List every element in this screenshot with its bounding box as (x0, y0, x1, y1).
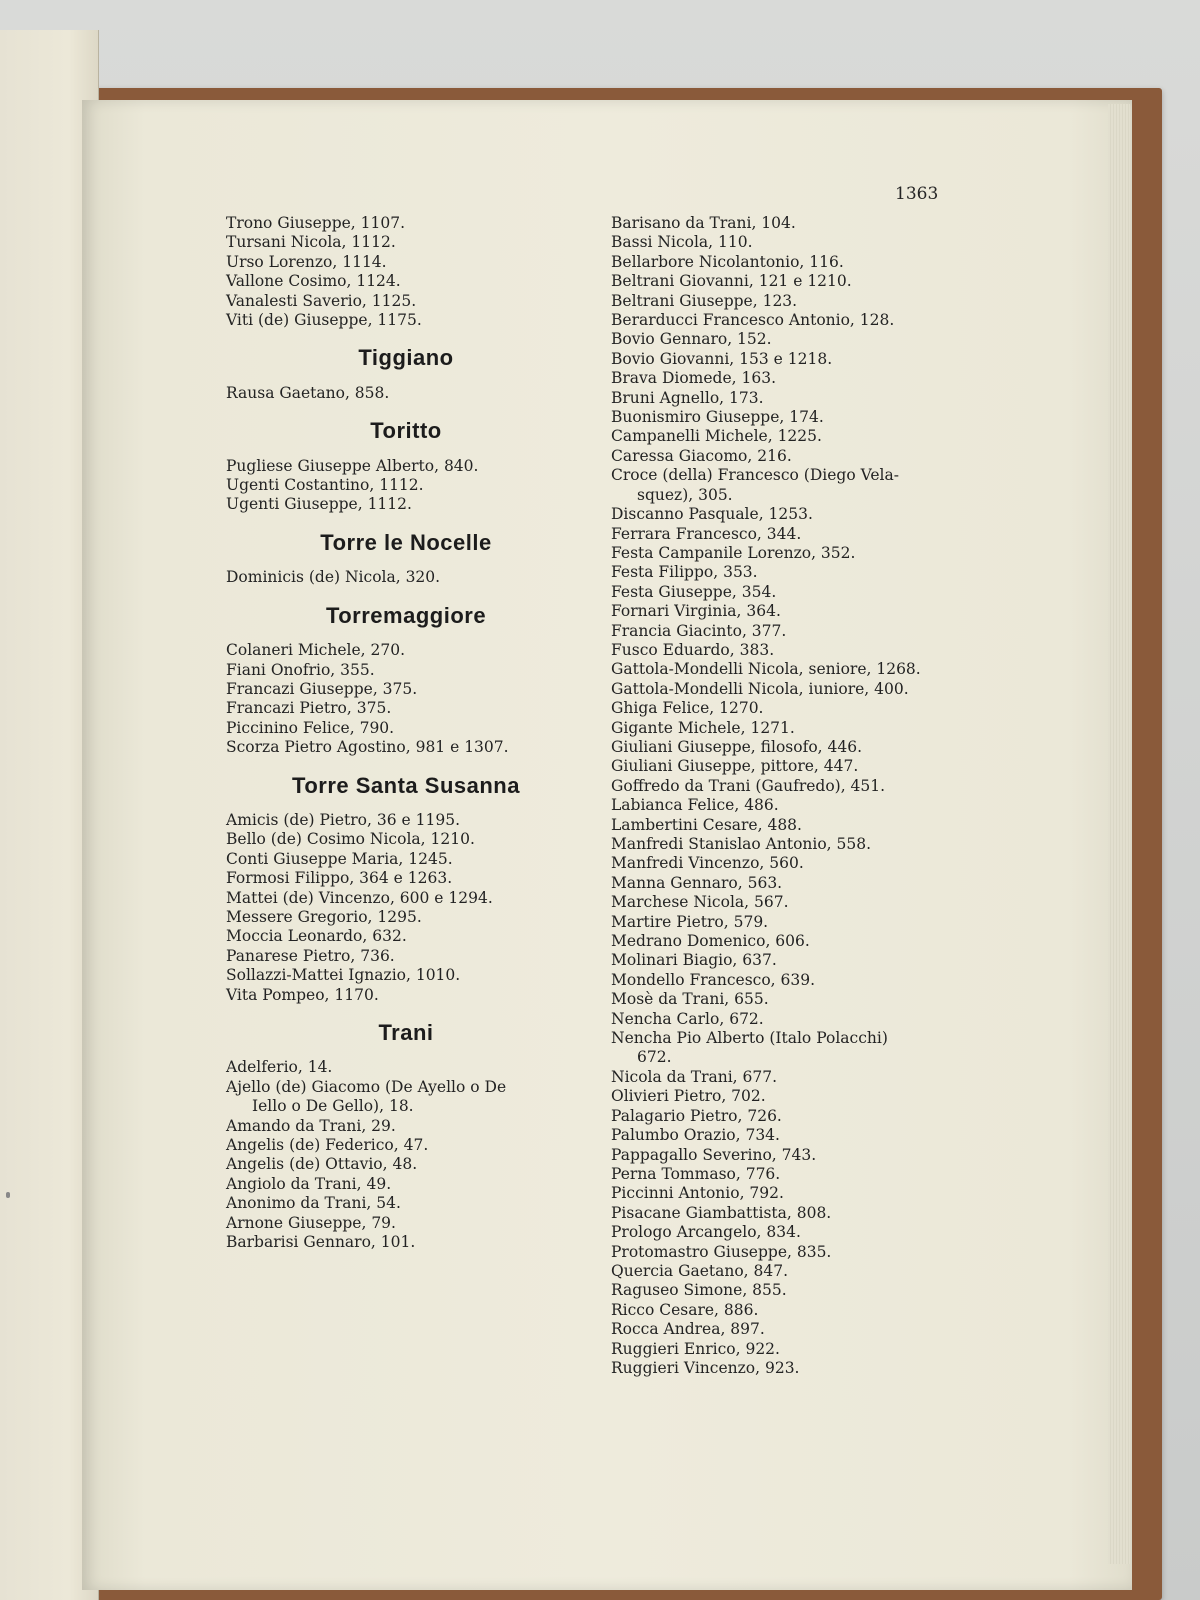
list-item: Amicis (de) Pietro, 36 e 1195. (226, 810, 460, 829)
list-item: Iello o De Gello), 18. (252, 1097, 414, 1116)
list-item: Colaneri Michele, 270. (226, 641, 405, 660)
list-item: squez), 305. (637, 485, 733, 504)
list-item: Croce (della) Francesco (Diego Vela- (611, 466, 899, 485)
section-trani (226, 1020, 586, 1252)
list-item: Angelis (de) Ottavio, 48. (226, 1155, 418, 1174)
list-item: Dominicis (de) Nicola, 320. (226, 568, 441, 587)
list-item: Amando da Trani, 29. (226, 1116, 396, 1135)
list-item: Vallone Cosimo, 1124. (226, 272, 401, 291)
list-item: Palagario Pietro, 726. (611, 1106, 782, 1125)
list-item: Fornari Virginia, 364. (611, 602, 781, 621)
left-intro-list (226, 214, 586, 330)
list-item: Buonismiro Giuseppe, 174. (611, 408, 824, 427)
list-item: Prologo Arcangelo, 834. (611, 1223, 801, 1242)
list-item: Rausa Gaetano, 858. (226, 383, 390, 402)
section-heading: Trani (378, 1020, 434, 1045)
list-item: Protomastro Giuseppe, 835. (611, 1242, 832, 1261)
list-item: Manfredi Stanislao Antonio, 558. (611, 835, 872, 853)
list-item: Gattola-Mondelli Nicola, seniore, 1268. (611, 660, 921, 679)
list-item: Gattola-Mondelli Nicola, iuniore, 400. (611, 679, 909, 698)
section-torre-le-nocelle (226, 529, 586, 588)
section-toritto (226, 418, 586, 515)
list-item: Raguseo Simone, 855. (611, 1281, 787, 1300)
list-item: Francia Giacinto, 377. (611, 621, 787, 640)
list-item: Ugenti Costantino, 1112. (226, 476, 424, 495)
list-item: Francazi Pietro, 375. (226, 699, 392, 718)
list-item: Mattei (de) Vincenzo, 600 e 1294. (226, 888, 493, 907)
list-item: Angelis (de) Federico, 47. (226, 1136, 429, 1155)
section-heading: Torre le Nocelle (320, 529, 492, 555)
list-item: Adelferio, 14. (226, 1058, 333, 1077)
list-item: Festa Filippo, 353. (611, 563, 758, 582)
list-item: 672. (637, 1048, 672, 1067)
list-item: Urso Lorenzo, 1114. (226, 252, 387, 271)
list-item: Barbarisi Gennaro, 101. (226, 1233, 416, 1252)
list-item: Brava Diomede, 163. (611, 369, 777, 388)
dust-spot (6, 1192, 10, 1198)
list-item: Bello (de) Cosimo Nicola, 1210. (226, 830, 475, 849)
list-item: Ruggieri Enrico, 922. (611, 1339, 780, 1358)
list-item: Scorza Pietro Agostino, 981 e 1307. (226, 738, 509, 757)
list-item: Giuliani Giuseppe, filosofo, 446. (611, 737, 863, 756)
list-item: Bassi Nicola, 110. (611, 233, 753, 252)
right-column (611, 214, 951, 1378)
section-torremaggiore (226, 602, 586, 758)
list-item: Pugliese Giuseppe Alberto, 840. (226, 456, 479, 475)
list-item: Mondello Francesco, 639. (611, 970, 816, 989)
list-item: Bovio Giovanni, 153 e 1218. (611, 349, 833, 368)
list-item: Olivieri Pietro, 702. (611, 1087, 766, 1106)
list-item: Palumbo Orazio, 734. (611, 1126, 780, 1145)
list-item: Anonimo da Trani, 54. (226, 1194, 401, 1213)
list-item: Trono Giuseppe, 1107. (226, 214, 406, 232)
section-torre-santa-susanna (226, 772, 586, 1005)
list-item: Nicola da Trani, 677. (611, 1067, 778, 1086)
list-item: Quercia Gaetano, 847. (611, 1261, 789, 1280)
list-item: Panarese Pietro, 736. (226, 946, 395, 965)
list-item: Caressa Giacomo, 216. (611, 446, 792, 465)
page-number: 1363 (895, 184, 939, 204)
section-heading: Tiggiano (358, 345, 454, 371)
list-item: Marchese Nicola, 567. (611, 893, 789, 912)
list-item: Arnone Giuseppe, 79. (226, 1213, 396, 1232)
list-item: Francazi Giuseppe, 375. (226, 679, 418, 698)
list-item: Martire Pietro, 579. (611, 912, 769, 931)
list-item: Manna Gennaro, 563. (611, 873, 783, 892)
list-item: Nencha Pio Alberto (Italo Polacchi) (611, 1029, 888, 1048)
list-item: Barisano da Trani, 104. (611, 214, 796, 232)
list-item: Pisacane Giambattista, 808. (611, 1203, 832, 1222)
section-heading: Torremaggiore (325, 602, 487, 628)
list-item: Perna Tommaso, 776. (611, 1164, 781, 1183)
list-item: Ruggieri Vincenzo, 923. (611, 1358, 800, 1377)
list-item: Medrano Domenico, 606. (611, 932, 810, 951)
list-item: Lambertini Cesare, 488. (611, 815, 802, 834)
list-item: Nencha Carlo, 672. (611, 1009, 764, 1028)
list-item: Ricco Cesare, 886. (611, 1300, 759, 1319)
list-item: Conti Giuseppe Maria, 1245. (226, 849, 453, 868)
list-item: Fiani Onofrio, 355. (226, 660, 375, 679)
list-item: Formosi Filippo, 364 e 1263. (226, 869, 453, 888)
list-item: Moccia Leonardo, 632. (226, 927, 407, 946)
list-item: Giuliani Giuseppe, pittore, 447. (611, 757, 859, 776)
list-item: Viti (de) Giuseppe, 1175. (226, 311, 422, 330)
list-item: Piccinino Felice, 790. (226, 718, 395, 737)
list-item: Bovio Gennaro, 152. (611, 330, 772, 349)
list-item: Berarducci Francesco Antonio, 128. (611, 311, 895, 330)
list-item: Bellarbore Nicolantonio, 116. (611, 252, 844, 271)
section-heading: Toritto (370, 418, 442, 444)
left-column (226, 214, 586, 1252)
list-item: Discanno Pasquale, 1253. (611, 505, 813, 524)
list-item: Bruni Agnello, 173. (611, 388, 764, 407)
list-item: Festa Giuseppe, 354. (611, 582, 777, 601)
list-item: Beltrani Giovanni, 121 e 1210. (611, 272, 852, 291)
list-item: Vanalesti Saverio, 1125. (226, 291, 417, 310)
list-item: Manfredi Vincenzo, 560. (611, 854, 804, 873)
list-item: Messere Gregorio, 1295. (226, 907, 422, 926)
list-item: Mosè da Trani, 655. (611, 990, 769, 1009)
list-item: Piccinni Antonio, 792. (611, 1184, 784, 1203)
list-item: Goffredo da Trani (Gaufredo), 451. (611, 776, 886, 795)
list-item: Ugenti Giuseppe, 1112. (226, 495, 412, 514)
list-item: Tursani Nicola, 1112. (226, 233, 396, 252)
section-tiggiano (226, 345, 586, 403)
list-item: Campanelli Michele, 1225. (611, 427, 822, 446)
list-item: Vita Pompeo, 1170. (226, 985, 379, 1004)
list-item: Beltrani Giuseppe, 123. (611, 291, 798, 310)
list-item: Labianca Felice, 486. (611, 796, 779, 815)
list-item: Angiolo da Trani, 49. (226, 1174, 392, 1193)
list-item: Ghiga Felice, 1270. (611, 699, 764, 718)
list-item: Festa Campanile Lorenzo, 352. (611, 543, 856, 562)
section-heading: Torre Santa Susanna (292, 772, 520, 798)
list-item: Pappagallo Severino, 743. (611, 1145, 817, 1164)
page-stack-edge (1108, 104, 1130, 1564)
list-item: Gigante Michele, 1271. (611, 718, 795, 737)
list-item: Sollazzi-Mattei Ignazio, 1010. (226, 966, 461, 985)
list-item: Ajello (de) Giacomo (De Ayello o De (226, 1077, 507, 1096)
list-item: Ferrara Francesco, 344. (611, 524, 802, 543)
list-item: Molinari Biagio, 637. (611, 951, 777, 970)
list-item: Fusco Eduardo, 383. (611, 640, 775, 659)
list-item: Rocca Andrea, 897. (611, 1320, 765, 1339)
